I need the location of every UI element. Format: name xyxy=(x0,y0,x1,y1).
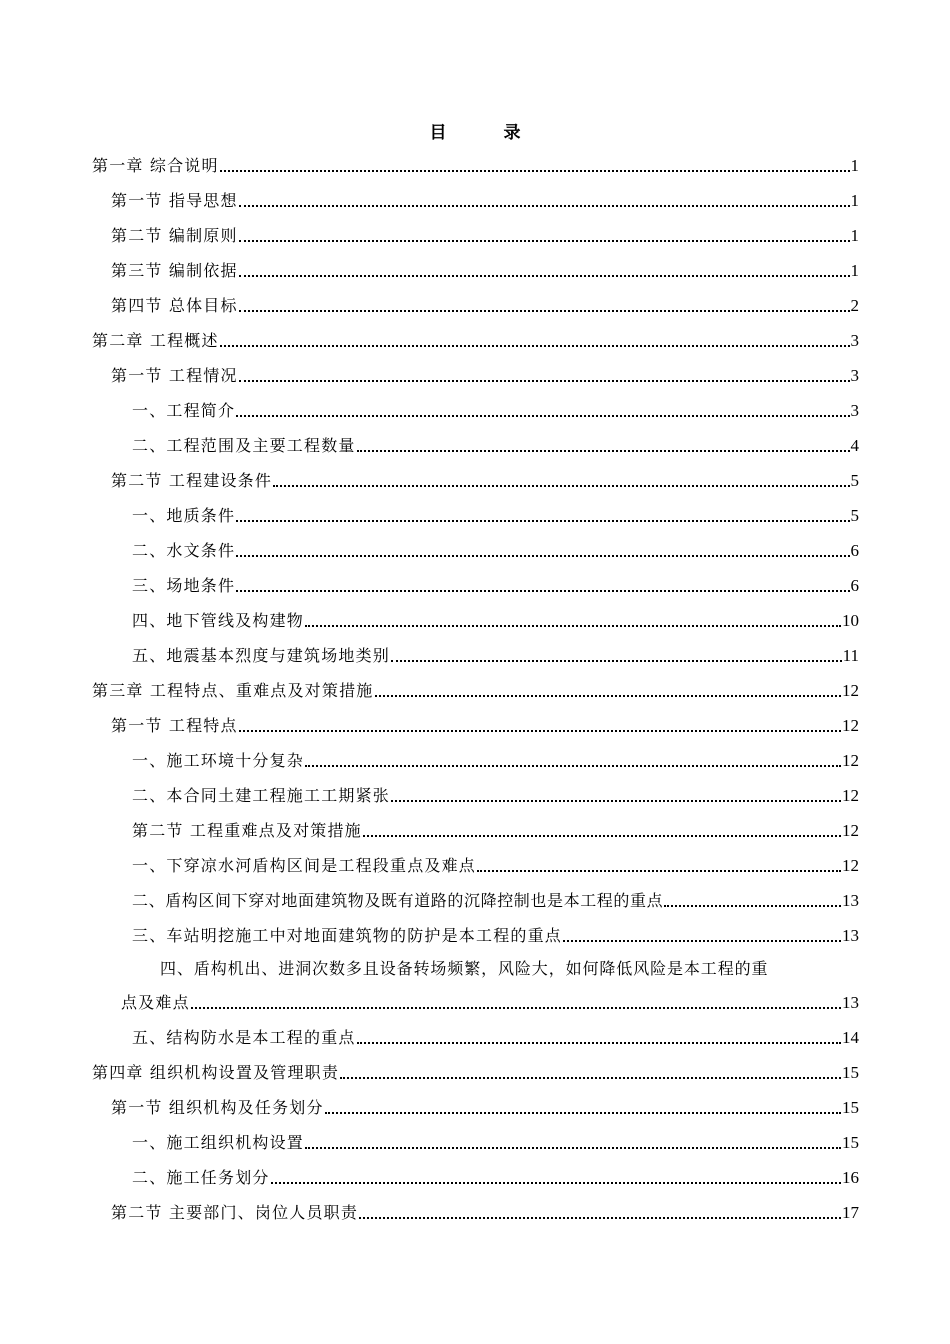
toc-entry-text: 第二节 编制原则 xyxy=(111,226,238,245)
toc-entry[interactable] xyxy=(92,1060,859,1086)
toc-entry[interactable] xyxy=(132,1025,859,1051)
toc-leader xyxy=(239,730,841,732)
toc-entry-text: 三、车站明挖施工中对地面建筑物的防护是本工程的重点 xyxy=(132,926,563,945)
toc-leader xyxy=(340,1077,841,1079)
toc-entry[interactable] xyxy=(92,153,859,179)
toc-leader xyxy=(305,1147,841,1149)
toc-entry-text: 第二节 主要部门、岗位人员职责 xyxy=(111,1203,359,1222)
toc-leader xyxy=(273,485,849,487)
toc-leader xyxy=(664,905,841,907)
toc-entry-page: 12 xyxy=(842,821,859,840)
toc-leader xyxy=(236,520,849,522)
toc-entry-page: 17 xyxy=(842,1203,859,1222)
toc-entry-page: 15 xyxy=(842,1098,859,1117)
toc-entry-text: 五、地震基本烈度与建筑场地类别 xyxy=(132,646,391,665)
toc-entry-text: 二、施工任务划分 xyxy=(132,1168,270,1187)
toc-entry[interactable] xyxy=(92,678,859,704)
toc-entry-text: 第二节 工程重难点及对策措施 xyxy=(132,821,362,840)
toc-entry-text: 三、场地条件 xyxy=(132,576,236,595)
toc-entry-page: 1 xyxy=(850,261,859,280)
toc-entry[interactable] xyxy=(132,398,859,424)
toc-leader xyxy=(359,1217,841,1219)
toc-entry[interactable] xyxy=(132,573,859,599)
toc-entry-page: 1 xyxy=(850,226,859,245)
toc-entry-page: 12 xyxy=(842,751,859,770)
toc-entry-page: 14 xyxy=(842,1028,859,1047)
toc-entry[interactable] xyxy=(132,643,859,669)
toc-leader xyxy=(239,275,850,277)
toc-entry[interactable] xyxy=(132,888,859,914)
toc-entry-text-line1[interactable] xyxy=(160,956,768,982)
toc-leader xyxy=(357,1042,841,1044)
toc-entry-page: 5 xyxy=(850,471,859,490)
toc-entry-page: 12 xyxy=(842,681,859,700)
toc-leader xyxy=(236,555,849,557)
toc-entry[interactable] xyxy=(132,1165,859,1191)
toc-entry[interactable] xyxy=(111,223,859,249)
toc-entry-text: 第四章 组织机构设置及管理职责 xyxy=(92,1063,340,1082)
toc-leader xyxy=(477,870,841,872)
toc-entry-text: 一、工程简介 xyxy=(132,401,236,420)
toc-entry[interactable] xyxy=(121,990,859,1016)
toc-entry[interactable] xyxy=(111,363,859,389)
toc-entry-text: 二、本合同土建工程施工工期紧张 xyxy=(132,786,391,805)
toc-entry[interactable] xyxy=(111,1095,859,1121)
toc-entry-text: 四、盾构机出、进洞次数多且设备转场频繁，风险大，如何降低风险是本工程的重 xyxy=(160,959,769,978)
toc-leader xyxy=(305,765,841,767)
toc-entry-page: 12 xyxy=(842,716,859,735)
toc-entry-text-line2: 点及难点 xyxy=(121,993,190,1012)
toc-entry[interactable] xyxy=(132,503,859,529)
toc-entry[interactable] xyxy=(132,818,859,844)
toc-entry-page: 4 xyxy=(850,436,859,455)
toc-entry-text: 一、施工组织机构设置 xyxy=(132,1133,305,1152)
toc-leader xyxy=(239,240,850,242)
toc-entry-page: 12 xyxy=(842,786,859,805)
toc-leader xyxy=(236,590,849,592)
toc-entry[interactable] xyxy=(111,1200,859,1226)
toc-entry-page: 15 xyxy=(842,1133,859,1152)
toc-leader xyxy=(236,415,849,417)
toc-entry-page: 3 xyxy=(850,331,859,350)
toc-entry[interactable] xyxy=(132,923,859,949)
toc-entry-page: 6 xyxy=(850,541,859,560)
toc-entry-page: 1 xyxy=(850,156,859,175)
toc-entry-page: 13 xyxy=(842,993,859,1012)
toc-leader xyxy=(357,450,850,452)
toc-entry-page: 3 xyxy=(850,401,859,420)
toc-entry-page: 10 xyxy=(842,611,859,630)
toc-leader xyxy=(375,695,842,697)
toc-entry-page: 16 xyxy=(842,1168,859,1187)
toc-entry-text: 第四节 总体目标 xyxy=(111,296,238,315)
toc-entry-page: 12 xyxy=(842,856,859,875)
toc-leader xyxy=(220,170,850,172)
toc-leader xyxy=(563,940,841,942)
toc-entry[interactable] xyxy=(111,293,859,319)
toc-entry[interactable] xyxy=(132,853,859,879)
toc-leader xyxy=(220,345,850,347)
toc-entry[interactable] xyxy=(132,433,859,459)
toc-entry-page: 1 xyxy=(850,191,859,210)
toc-entry-page: 2 xyxy=(850,296,859,315)
toc-entry[interactable] xyxy=(132,783,859,809)
toc-entry-text: 一、施工环境十分复杂 xyxy=(132,751,305,770)
toc-entry[interactable] xyxy=(111,188,859,214)
toc-leader xyxy=(271,1182,841,1184)
toc-entry[interactable] xyxy=(111,713,859,739)
toc-entry-text: 第二节 工程建设条件 xyxy=(111,471,273,490)
toc-entry-text: 第一章 综合说明 xyxy=(92,156,219,175)
toc-entry-text: 第三节 编制依据 xyxy=(111,261,238,280)
toc-entry-text: 第三章 工程特点、重难点及对策措施 xyxy=(92,681,374,700)
toc-leader xyxy=(325,1112,841,1114)
toc-leader xyxy=(391,660,842,662)
toc-entry[interactable] xyxy=(132,538,859,564)
toc-entry-text: 五、结构防水是本工程的重点 xyxy=(132,1028,356,1047)
toc-entry[interactable] xyxy=(132,608,859,634)
toc-entry-page: 15 xyxy=(842,1063,859,1082)
toc-entry[interactable] xyxy=(92,328,859,354)
toc-entry-text: 二、盾构区间下穿对地面建筑物及既有道路的沉降控制也是本工程的重点 xyxy=(132,891,664,910)
toc-leader xyxy=(305,625,841,627)
toc-entry[interactable] xyxy=(132,1130,859,1156)
toc-leader xyxy=(391,800,841,802)
toc-entry[interactable] xyxy=(111,468,859,494)
toc-leader xyxy=(363,835,841,837)
toc-entry-page: 5 xyxy=(850,506,859,525)
toc-entry-page: 6 xyxy=(850,576,859,595)
toc-entry-text: 第一节 工程情况 xyxy=(111,366,238,385)
toc-entry-page: 13 xyxy=(842,926,859,945)
toc-entry-text: 一、下穿凉水河盾构区间是工程段重点及难点 xyxy=(132,856,477,875)
toc-leader xyxy=(239,205,850,207)
toc-leader xyxy=(191,1007,841,1009)
toc-entry-text: 二、水文条件 xyxy=(132,541,236,560)
toc-entry-text: 一、地质条件 xyxy=(132,506,236,525)
toc-entry-text: 第二章 工程概述 xyxy=(92,331,219,350)
toc-entry-page: 13 xyxy=(842,891,859,910)
toc-leader xyxy=(239,380,850,382)
toc-entry-page: 3 xyxy=(850,366,859,385)
toc-entry-text: 四、地下管线及构建物 xyxy=(132,611,305,630)
toc-entry-text: 第一节 组织机构及任务划分 xyxy=(111,1098,324,1117)
toc-entry[interactable] xyxy=(132,748,859,774)
page-title: 目 录 xyxy=(429,123,541,143)
toc-entry-page: 11 xyxy=(842,646,859,665)
toc-entry-text: 二、工程范围及主要工程数量 xyxy=(132,436,356,455)
toc-entry-text: 第一节 工程特点 xyxy=(111,716,238,735)
toc-entry-text: 第一节 指导思想 xyxy=(111,191,238,210)
toc-entry[interactable] xyxy=(111,258,859,284)
toc-leader xyxy=(239,310,850,312)
